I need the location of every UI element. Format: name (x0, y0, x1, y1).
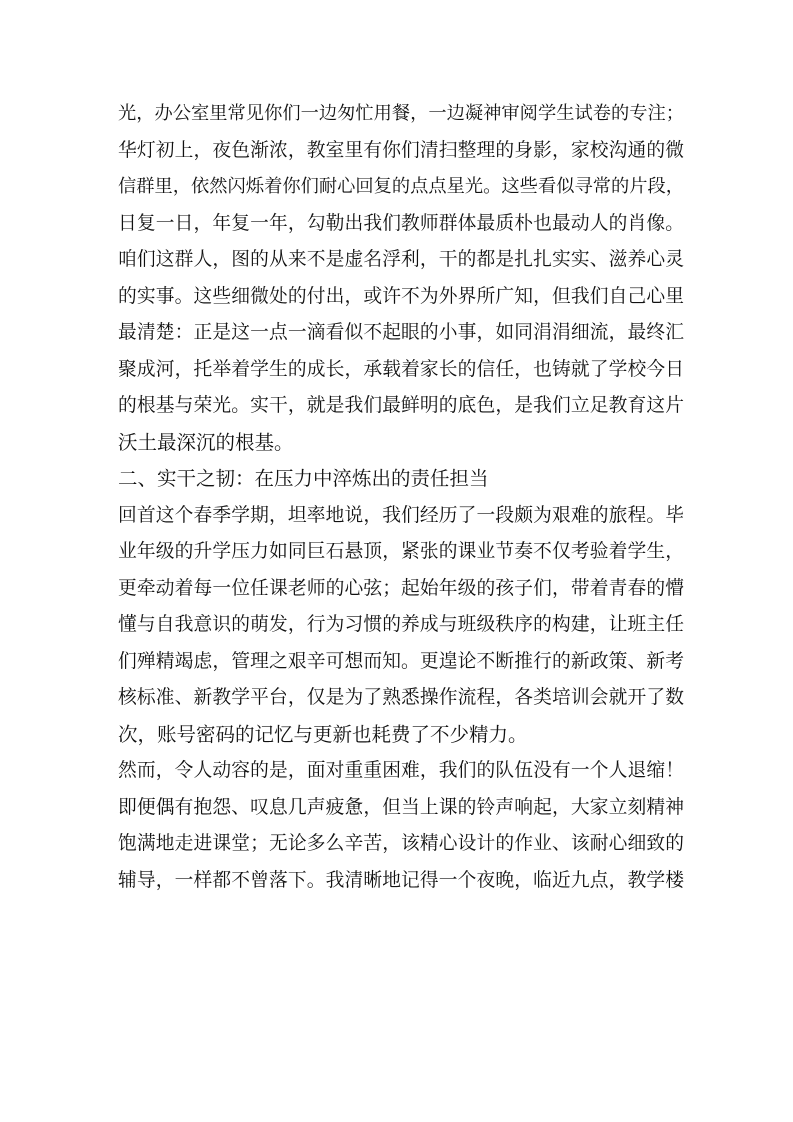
text-line: 即便偶有抱怨、叹息几声疲惫，但当上课的铃声响起，大家立刻精神 (118, 796, 684, 818)
text-line: 的根基与荣光。实干，就是我们最鲜明的底色，是我们立足教育这片 (118, 395, 684, 416)
text-line: 然而，令人动容的是，面对重重困难，我们的队伍没有一个人退缩！ (118, 760, 684, 781)
text-line: 辅导，一样都不曾落下。我清晰地记得一个夜晚，临近九点，教学楼 (118, 869, 684, 891)
text-line: 咱们这群人，图的从来不是虚名浮利，干的都是扎扎实实、滋养心灵 (118, 249, 684, 270)
text-line: 次，账号密码的记忆与更新也耗费了不少精力。 (118, 722, 528, 746)
document-body (118, 96, 684, 899)
text-line: 懂与自我意识的萌发，行为习惯的养成与班级秩序的构建，让班主任 (118, 614, 684, 635)
text-line: 聚成河，托举着学生的成长，承载着家长的信任，也铸就了学校今日 (118, 358, 684, 380)
text-line: 信群里，依然闪烁着你们耐心回复的点点星光。这些看似寻常的片段， (118, 176, 684, 197)
text-line: 的实事。这些细微处的付出，或许不为外界所广知，但我们自己心里 (118, 285, 684, 307)
text-line: 最清楚：正是这一点一滴看似不起眼的小事，如同涓涓细流，最终汇 (118, 322, 684, 343)
text-line: 沃土最深沉的根基。 (118, 430, 294, 454)
text-line: 更牵动着每一位任课老师的心弦；起始年级的孩子们，带着青春的懵 (118, 577, 684, 599)
text-line: 业年级的升学压力如同巨石悬顶，紧张的课业节奏不仅考验着学生， (118, 541, 684, 562)
text-line: 饱满地走进课堂；无论多么辛苦，该精心设计的作业、该耐心细致的 (118, 833, 684, 854)
text-line: 日复一日，年复一年，勾勒出我们教师群体最质朴也最动人的肖像。 (118, 212, 684, 234)
text-line: 们殚精竭虑，管理之艰辛可想而知。更遑论不断推行的新政策、新考 (118, 650, 684, 672)
text-line: 核标准、新教学平台，仅是为了熟悉操作流程，各类培训会就开了数 (118, 687, 684, 708)
text-line: 回首这个春季学期，坦率地说，我们经历了一段颇为艰难的旅程。毕 (118, 504, 684, 526)
text-line: 华灯初上，夜色渐浓，教室里有你们清扫整理的身影，家校沟通的微 (118, 139, 684, 161)
text-line: 光，办公室里常见你们一边匆忙用餐，一边凝神审阅学生试卷的专注； (118, 103, 684, 124)
text-line: 二、实干之韧：在压力中淬炼出的责任担当 (118, 467, 489, 490)
